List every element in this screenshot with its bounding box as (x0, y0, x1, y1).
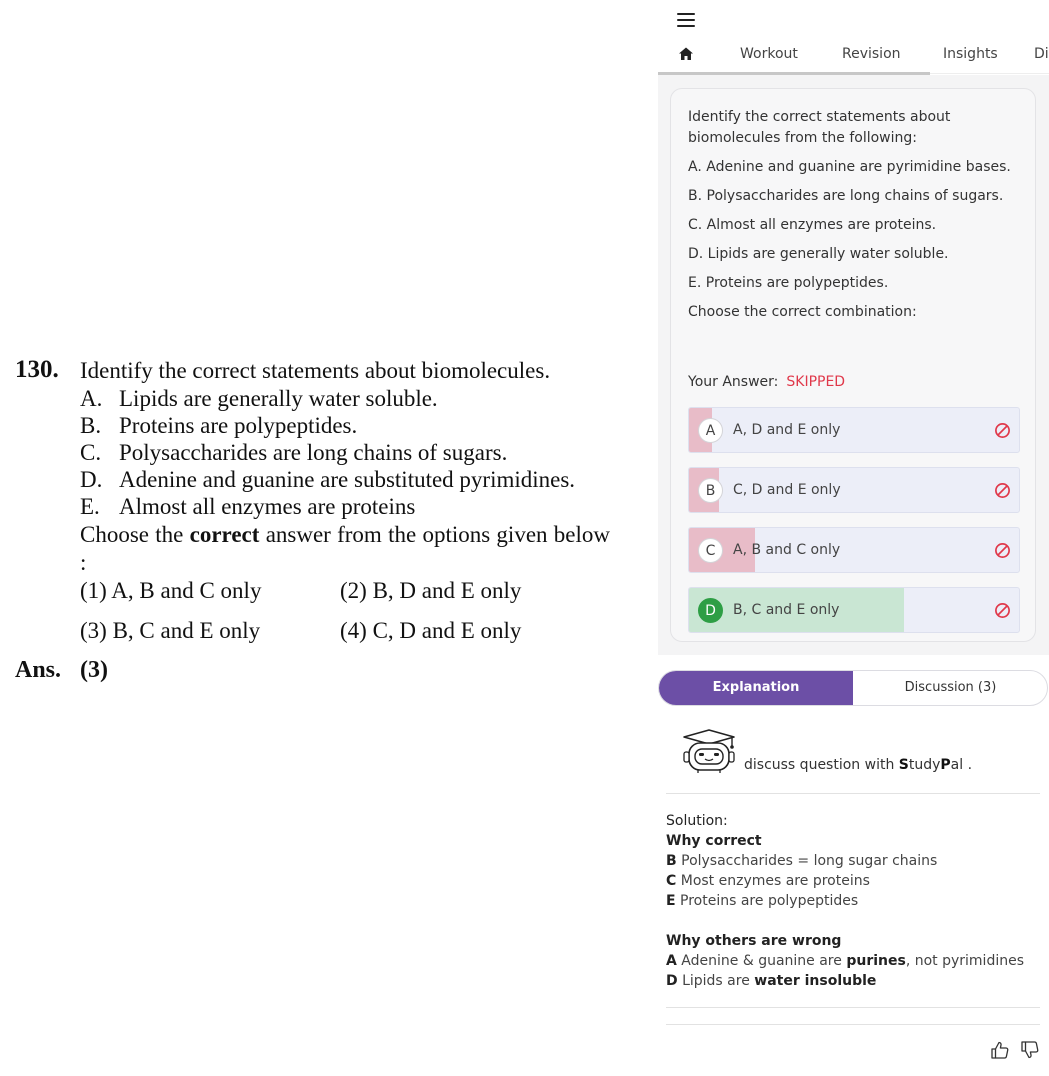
statement-letter: B. (80, 413, 102, 438)
studypal-tudy: tudy (908, 757, 941, 773)
question-panel (658, 0, 1049, 1076)
option-3: (3) B, C and E only (80, 618, 261, 643)
choice-letter: B (698, 478, 723, 503)
answer-label: Ans. (15, 657, 62, 683)
option-4: (4) C, D and E only (340, 618, 522, 643)
home-icon[interactable] (678, 46, 694, 62)
choose-bold: correct (189, 522, 260, 547)
reason-key: A (666, 953, 677, 969)
reason-key: C (666, 873, 677, 889)
statement-item: A. Adenine and guanine are pyrimidine bases. (688, 159, 1011, 175)
statement-item: C. Almost all enzymes are proteins. (688, 217, 937, 233)
question-stem: Identify the correct statements about biomolecules from the following: (688, 109, 951, 146)
reason-text: Adenine & guanine are (681, 953, 847, 969)
why-correct-heading: Why correct (666, 833, 762, 849)
statement-text: Almost all enzymes are proteins (119, 494, 416, 519)
statement-item: E. Proteins are polypeptides. (688, 275, 889, 291)
statement-text: Polysaccharides are long chains of sugars. (119, 440, 508, 465)
your-answer (688, 374, 845, 390)
statement-e (80, 493, 415, 520)
tab-divider (930, 73, 1049, 74)
statement-b (80, 412, 357, 439)
reason-text: Most enzymes are proteins (680, 873, 870, 889)
nav-tabs (658, 36, 1049, 74)
reason-text: Polysaccharides = long sugar chains (681, 853, 938, 869)
wrong-item-d (666, 971, 1041, 991)
answer-value: (3) (80, 657, 108, 683)
choice-letter: A (698, 418, 723, 443)
discussion-tab[interactable]: Discussion (3) (904, 680, 997, 695)
not-allowed-icon (994, 542, 1011, 559)
solution-heading: Solution: (666, 813, 728, 829)
question-number: 130. (15, 356, 59, 383)
reason-text: Lipids are (682, 973, 755, 989)
tab-truncated[interactable]: Di (1034, 46, 1049, 62)
reason-text: , not pyrimidines (905, 953, 1025, 969)
reason-key: B (666, 853, 677, 869)
divider (666, 1024, 1040, 1025)
statement-text: Adenine and guanine are substituted pyrimidines. (119, 467, 576, 492)
reason-item (666, 891, 1041, 911)
choose-suffix: answer from the options given below : (80, 522, 611, 575)
reason-item (666, 871, 1041, 891)
studypal-p: P (940, 757, 951, 773)
question-body (688, 107, 1028, 331)
tab-revision[interactable]: Revision (842, 46, 901, 62)
choice-d[interactable] (688, 587, 1020, 633)
not-allowed-icon (994, 422, 1011, 439)
statement-letter: C. (80, 440, 102, 465)
hamburger-icon[interactable] (677, 13, 695, 27)
reason-key: D (666, 973, 678, 989)
studypal-link[interactable] (744, 757, 972, 773)
option-2: (2) B, D and E only (340, 578, 522, 603)
choice-c[interactable] (688, 527, 1020, 573)
statement-text: Lipids are generally water soluble. (119, 386, 438, 411)
explanation-discussion-switch (658, 670, 1048, 706)
explanation-tab[interactable]: Explanation (659, 671, 853, 705)
choice-a[interactable] (688, 407, 1020, 453)
statement-item: B. Polysaccharides are long chains of sugars. (688, 188, 1004, 204)
thumbs-down-icon[interactable] (1020, 1040, 1040, 1060)
your-answer-label: Your Answer: (688, 374, 779, 390)
choice-b[interactable] (688, 467, 1020, 513)
studypal-al: al . (950, 757, 973, 773)
reason-key: E (666, 893, 676, 909)
statement-c (80, 439, 507, 466)
statement-letter: E. (80, 494, 100, 519)
not-allowed-icon (994, 482, 1011, 499)
tab-insights[interactable]: Insights (943, 46, 998, 62)
reason-bold: water insoluble (754, 973, 877, 989)
choose-prefix: Choose the (80, 522, 184, 547)
statement-a (80, 385, 438, 412)
statement-d (80, 466, 575, 493)
choice-text: A, B and C only (733, 542, 841, 558)
studypal-s: S (898, 757, 909, 773)
reason-text: Proteins are polypeptides (680, 893, 859, 909)
thumbs-up-icon[interactable] (990, 1040, 1010, 1060)
question-prompt: Choose the correct combination: (688, 304, 917, 320)
choice-letter: D (698, 598, 723, 623)
choice-text: A, D and E only (733, 422, 841, 438)
why-wrong-heading: Why others are wrong (666, 933, 842, 949)
choose-instruction (80, 521, 610, 577)
answer-line (15, 657, 108, 684)
solution-section (666, 811, 1041, 991)
your-answer-status: SKIPPED (786, 374, 846, 390)
reason-item (666, 851, 1041, 871)
wrong-item-a (666, 951, 1041, 971)
studypal-prefix: discuss question with (744, 757, 899, 773)
choice-letter: C (698, 538, 723, 563)
divider (666, 1007, 1040, 1008)
option-1: (1) A, B and C only (80, 578, 262, 603)
statement-letter: D. (80, 467, 103, 492)
not-allowed-icon (994, 602, 1011, 619)
choice-text: C, D and E only (733, 482, 841, 498)
choice-text: B, C and E only (733, 602, 840, 618)
question-card (670, 88, 1036, 642)
reason-bold: purines (846, 953, 906, 969)
tab-workout[interactable]: Workout (740, 46, 798, 62)
statement-letter: A. (80, 386, 103, 411)
statement-item: D. Lipids are generally water soluble. (688, 246, 949, 262)
question-stem: Identify the correct statements about biomolecules. (80, 358, 551, 383)
statement-text: Proteins are polypeptides. (119, 413, 358, 438)
divider (666, 793, 1040, 794)
studypal-robot-icon[interactable] (680, 728, 738, 774)
